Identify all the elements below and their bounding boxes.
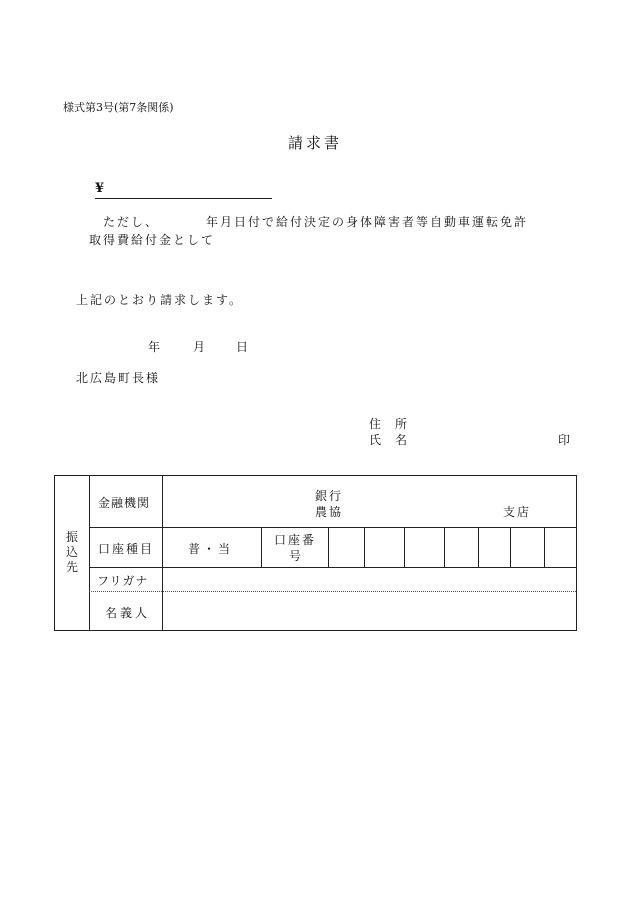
digit-divider <box>364 527 365 567</box>
digit-divider <box>544 527 545 567</box>
bank-label: 銀行 <box>315 489 344 503</box>
transfer-section-label: 振 込 先 <box>66 530 79 574</box>
digit-divider <box>444 527 445 567</box>
branch-label: 支店 <box>503 505 532 519</box>
amount-field[interactable] <box>95 182 272 199</box>
digit-divider <box>510 527 511 567</box>
date-month-label: 月 <box>193 340 206 354</box>
account-type-options[interactable]: 普・当 <box>188 542 234 556</box>
divider <box>89 476 90 630</box>
furigana-label: フリガナ <box>97 574 149 588</box>
divider <box>162 476 163 630</box>
yen-symbol: ¥ <box>95 181 105 196</box>
request-statement: 上記のとおり請求します。 <box>76 293 244 307</box>
account-number-label-cont: 号 <box>289 549 302 563</box>
seal-mark: 印 <box>558 433 571 447</box>
divider <box>261 527 262 567</box>
account-type-label: 口座種目 <box>98 542 155 556</box>
addressee: 北広島町長様 <box>76 371 161 385</box>
date-year-label: 年 <box>148 340 161 354</box>
purpose-line1: 年月日付で給付決定の身体障害者等自動車運転免許 <box>206 215 529 229</box>
divider <box>89 567 576 568</box>
form-number-label: 様式第3号(第7条関係) <box>63 101 174 114</box>
purpose-line2: 取得費給付金として <box>89 233 216 247</box>
divider <box>328 527 329 567</box>
financial-institution-label: 金融機関 <box>98 496 151 510</box>
digit-divider <box>478 527 479 567</box>
divider <box>89 527 576 528</box>
digit-divider <box>404 527 405 567</box>
account-holder-label: 名義人 <box>105 606 151 620</box>
address-label: 住所 <box>369 417 422 431</box>
purpose-prefix: ただし、 <box>103 215 160 229</box>
dotted-divider <box>89 591 576 592</box>
document-title: 請求書 <box>287 134 342 152</box>
transfer-table <box>54 475 577 631</box>
agri-coop-label: 農協 <box>315 505 344 519</box>
name-label: 氏名 <box>369 433 422 447</box>
date-day-label: 日 <box>236 340 249 354</box>
account-number-label: 口座番 <box>274 533 317 547</box>
